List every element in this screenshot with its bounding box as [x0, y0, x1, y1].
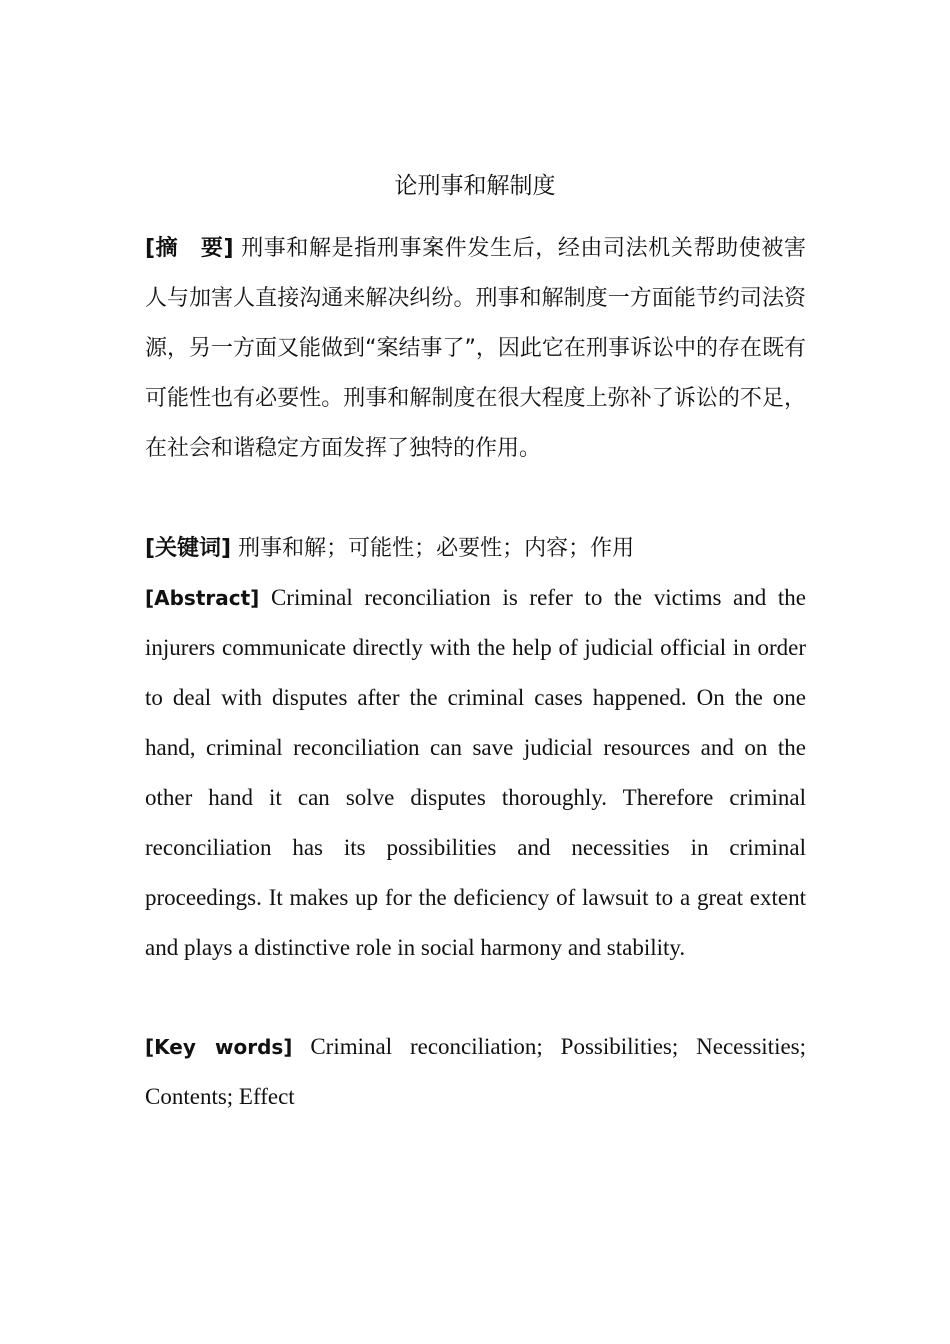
chinese-keywords-text: 刑事和解；可能性；必要性；内容；作用	[231, 536, 635, 561]
paper-title: 论刑事和解制度	[394, 173, 556, 199]
english-keywords-label: [Key words]	[145, 1035, 293, 1059]
english-keywords-text: Criminal reconciliation; Possibilities; Necessities; Contents; Effect	[145, 1034, 807, 1109]
chinese-keywords	[145, 524, 806, 574]
chinese-abstract-text: 刑事和解是指刑事案件发生后，经由司法机关帮助使被害人与加害人直接沟通来解决纠纷。刑事和解制度一方面能节约司法资源，另一方面又能做到“案结事了”，因此它在刑事诉讼中的存在既有可能性也有必要性。刑事和解制度在很大程度上弥补了诉讼的不足，在社会和谐稳定方面发挥了独特的作用。	[145, 236, 806, 461]
chinese-abstract-label: [摘 要]	[145, 236, 234, 261]
chinese-keywords-label: [关键词]	[145, 536, 232, 561]
english-keywords	[145, 1022, 806, 1122]
english-abstract-text: Criminal reconciliation is refer to the victims and the injurers communicate directly with the help of judicial official in order to deal with disputes after the criminal cases happened. On the one hand, criminal reconciliation can save judicial resources and on the other hand it can solve disputes thoroughly. Therefore criminal reconciliation has its possibilities and necessities in criminal proceedings. It makes up for the deficiency of lawsuit to a great extent and plays a distinctive role in social harmony and stability.	[145, 585, 806, 960]
chinese-abstract	[145, 224, 806, 474]
english-abstract-label: [Abstract]	[145, 586, 260, 610]
english-abstract	[145, 573, 806, 973]
